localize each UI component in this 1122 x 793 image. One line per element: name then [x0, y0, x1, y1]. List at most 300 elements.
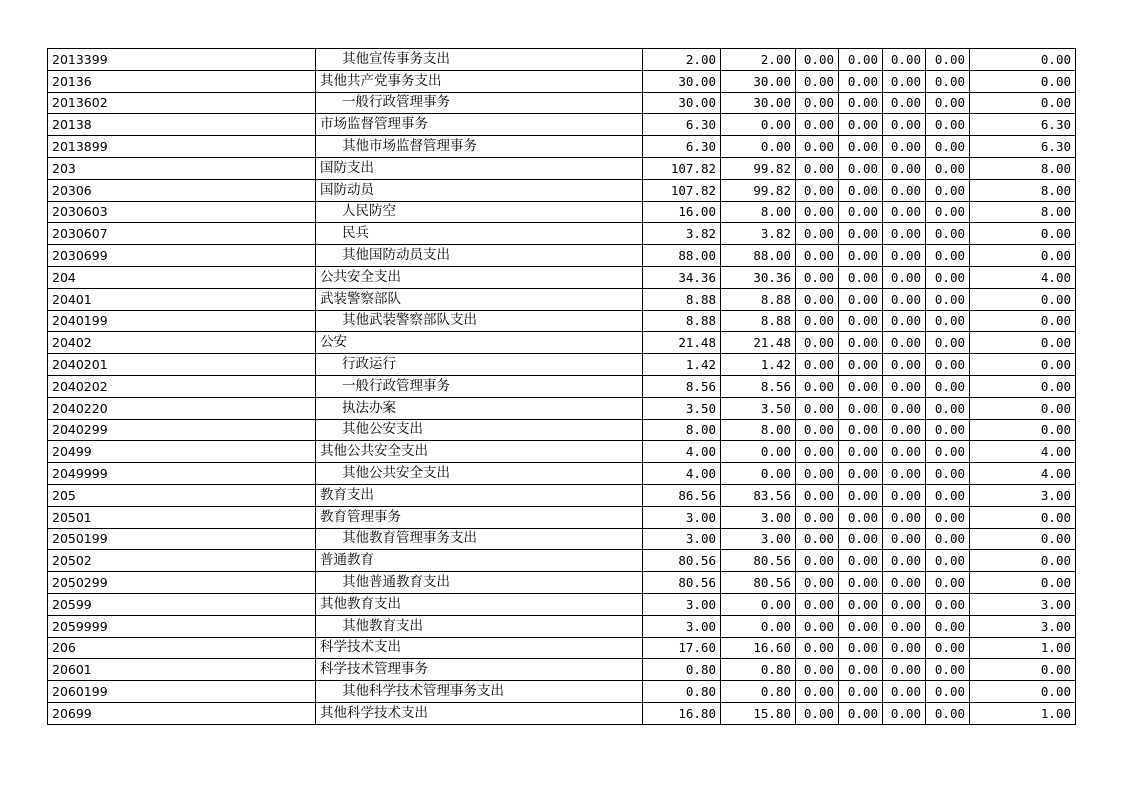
amount-cell: 3.82 — [721, 223, 796, 245]
subject-code-cell: 2013399 — [48, 49, 316, 71]
amount-cell: 2.00 — [643, 49, 721, 71]
table-row — [48, 528, 1076, 550]
amount-cell: 0.00 — [926, 572, 970, 594]
amount-cell: 0.00 — [970, 92, 1076, 114]
amount-cell: 0.00 — [839, 572, 883, 594]
amount-cell: 0.00 — [926, 266, 970, 288]
amount-cell: 0.00 — [970, 681, 1076, 703]
amount-cell: 0.00 — [839, 136, 883, 158]
amount-cell: 0.00 — [970, 223, 1076, 245]
amount-cell: 0.00 — [970, 310, 1076, 332]
amount-cell: 8.00 — [970, 157, 1076, 179]
subject-code-cell: 2050199 — [48, 528, 316, 550]
amount-cell: 0.00 — [883, 550, 926, 572]
amount-cell: 0.00 — [926, 310, 970, 332]
subject-code-cell: 2040220 — [48, 397, 316, 419]
amount-cell: 0.00 — [796, 441, 839, 463]
amount-cell: 0.00 — [839, 659, 883, 681]
subject-name-cell: 行政运行 — [316, 354, 643, 376]
amount-cell: 16.00 — [643, 201, 721, 223]
table-row — [48, 375, 1076, 397]
amount-cell: 0.00 — [796, 223, 839, 245]
amount-cell: 0.00 — [839, 463, 883, 485]
table-row — [48, 681, 1076, 703]
amount-cell: 8.88 — [721, 310, 796, 332]
amount-cell: 2.00 — [721, 49, 796, 71]
amount-cell: 0.00 — [839, 92, 883, 114]
amount-cell: 0.00 — [926, 223, 970, 245]
amount-cell: 30.00 — [643, 92, 721, 114]
amount-cell: 0.00 — [839, 201, 883, 223]
amount-cell: 0.00 — [796, 70, 839, 92]
amount-cell: 21.48 — [721, 332, 796, 354]
amount-cell: 0.00 — [883, 506, 926, 528]
amount-cell: 0.00 — [970, 528, 1076, 550]
amount-cell: 0.00 — [796, 114, 839, 136]
amount-cell: 0.00 — [883, 223, 926, 245]
amount-cell: 99.82 — [721, 157, 796, 179]
subject-name-cell: 国防支出 — [316, 157, 643, 179]
subject-code-cell: 20502 — [48, 550, 316, 572]
subject-name-cell: 其他武装警察部队支出 — [316, 310, 643, 332]
amount-cell: 0.00 — [926, 201, 970, 223]
amount-cell: 8.56 — [721, 375, 796, 397]
amount-cell: 0.00 — [970, 49, 1076, 71]
amount-cell: 0.00 — [839, 441, 883, 463]
amount-cell: 0.00 — [883, 441, 926, 463]
amount-cell: 4.00 — [643, 463, 721, 485]
amount-cell: 0.00 — [970, 659, 1076, 681]
amount-cell: 0.00 — [796, 550, 839, 572]
amount-cell: 0.00 — [883, 92, 926, 114]
subject-code-cell: 2013899 — [48, 136, 316, 158]
subject-name-cell: 武装警察部队 — [316, 288, 643, 310]
amount-cell: 99.82 — [721, 179, 796, 201]
amount-cell: 34.36 — [643, 266, 721, 288]
amount-cell: 0.00 — [796, 179, 839, 201]
amount-cell: 6.30 — [643, 114, 721, 136]
subject-name-cell: 教育支出 — [316, 484, 643, 506]
amount-cell: 88.00 — [643, 245, 721, 267]
subject-code-cell: 2040199 — [48, 310, 316, 332]
table-row — [48, 288, 1076, 310]
amount-cell: 0.00 — [883, 114, 926, 136]
amount-cell: 107.82 — [643, 179, 721, 201]
table-row — [48, 572, 1076, 594]
table-row — [48, 332, 1076, 354]
amount-cell: 0.00 — [796, 484, 839, 506]
amount-cell: 0.00 — [883, 484, 926, 506]
amount-cell: 0.00 — [796, 615, 839, 637]
subject-code-cell: 2030699 — [48, 245, 316, 267]
amount-cell: 0.00 — [926, 92, 970, 114]
amount-cell: 6.30 — [643, 136, 721, 158]
subject-code-cell: 20138 — [48, 114, 316, 136]
subject-name-cell: 其他教育支出 — [316, 615, 643, 637]
amount-cell: 0.00 — [883, 288, 926, 310]
amount-cell: 0.00 — [839, 419, 883, 441]
amount-cell: 0.00 — [926, 157, 970, 179]
amount-cell: 0.00 — [883, 419, 926, 441]
amount-cell: 0.00 — [839, 397, 883, 419]
amount-cell: 3.82 — [643, 223, 721, 245]
amount-cell: 0.00 — [883, 375, 926, 397]
subject-name-cell: 其他共产党事务支出 — [316, 70, 643, 92]
table-row — [48, 49, 1076, 71]
amount-cell: 0.00 — [926, 637, 970, 659]
amount-cell: 0.00 — [926, 484, 970, 506]
subject-name-cell: 其他宣传事务支出 — [316, 49, 643, 71]
table-row — [48, 201, 1076, 223]
subject-code-cell: 20306 — [48, 179, 316, 201]
amount-cell: 0.00 — [926, 593, 970, 615]
subject-code-cell: 2060199 — [48, 681, 316, 703]
amount-cell: 0.00 — [721, 114, 796, 136]
subject-name-cell: 科学技术管理事务 — [316, 659, 643, 681]
amount-cell: 0.00 — [926, 615, 970, 637]
amount-cell: 0.00 — [926, 681, 970, 703]
amount-cell: 3.50 — [643, 397, 721, 419]
amount-cell: 0.00 — [926, 179, 970, 201]
amount-cell: 8.88 — [721, 288, 796, 310]
amount-cell: 8.88 — [643, 310, 721, 332]
amount-cell: 0.00 — [926, 702, 970, 724]
amount-cell: 0.00 — [839, 332, 883, 354]
amount-cell: 0.80 — [643, 659, 721, 681]
amount-cell: 0.80 — [721, 681, 796, 703]
subject-name-cell: 普通教育 — [316, 550, 643, 572]
subject-code-cell: 20501 — [48, 506, 316, 528]
subject-code-cell: 20136 — [48, 70, 316, 92]
amount-cell: 0.00 — [970, 288, 1076, 310]
table-row — [48, 179, 1076, 201]
amount-cell: 0.00 — [970, 572, 1076, 594]
amount-cell: 0.00 — [883, 49, 926, 71]
amount-cell: 4.00 — [970, 441, 1076, 463]
amount-cell: 0.00 — [839, 484, 883, 506]
amount-cell: 0.00 — [926, 114, 970, 136]
subject-name-cell: 其他公共安全支出 — [316, 441, 643, 463]
table-row — [48, 223, 1076, 245]
amount-cell: 0.00 — [796, 681, 839, 703]
table-row — [48, 659, 1076, 681]
amount-cell: 0.00 — [796, 702, 839, 724]
amount-cell: 0.00 — [883, 70, 926, 92]
amount-cell: 0.00 — [796, 49, 839, 71]
amount-cell: 0.00 — [796, 310, 839, 332]
subject-code-cell: 205 — [48, 484, 316, 506]
amount-cell: 0.00 — [883, 310, 926, 332]
table-row — [48, 593, 1076, 615]
amount-cell: 0.00 — [796, 157, 839, 179]
subject-name-cell: 民兵 — [316, 223, 643, 245]
amount-cell: 0.00 — [796, 136, 839, 158]
subject-code-cell: 206 — [48, 637, 316, 659]
amount-cell: 17.60 — [643, 637, 721, 659]
subject-code-cell: 2059999 — [48, 615, 316, 637]
amount-cell: 1.42 — [643, 354, 721, 376]
amount-cell: 0.00 — [796, 419, 839, 441]
subject-code-cell: 2030603 — [48, 201, 316, 223]
amount-cell: 0.00 — [883, 201, 926, 223]
subject-code-cell: 20699 — [48, 702, 316, 724]
amount-cell: 0.00 — [970, 245, 1076, 267]
amount-cell: 0.00 — [721, 463, 796, 485]
amount-cell: 0.00 — [796, 506, 839, 528]
table-row — [48, 157, 1076, 179]
subject-name-cell: 科学技术支出 — [316, 637, 643, 659]
amount-cell: 0.00 — [926, 506, 970, 528]
amount-cell: 6.30 — [970, 114, 1076, 136]
subject-name-cell: 其他公共安全支出 — [316, 463, 643, 485]
amount-cell: 88.00 — [721, 245, 796, 267]
table-row — [48, 70, 1076, 92]
amount-cell: 0.00 — [926, 441, 970, 463]
amount-cell: 0.00 — [721, 593, 796, 615]
amount-cell: 0.00 — [883, 157, 926, 179]
amount-cell: 0.00 — [796, 572, 839, 594]
amount-cell: 1.42 — [721, 354, 796, 376]
amount-cell: 0.00 — [796, 354, 839, 376]
amount-cell: 0.00 — [926, 136, 970, 158]
amount-cell: 8.00 — [643, 419, 721, 441]
amount-cell: 0.00 — [883, 615, 926, 637]
subject-name-cell: 其他国防动员支出 — [316, 245, 643, 267]
table-row — [48, 354, 1076, 376]
subject-code-cell: 2040201 — [48, 354, 316, 376]
amount-cell: 0.00 — [839, 375, 883, 397]
subject-name-cell: 一般行政管理事务 — [316, 92, 643, 114]
amount-cell: 0.00 — [796, 637, 839, 659]
amount-cell: 80.56 — [721, 572, 796, 594]
amount-cell: 0.00 — [970, 506, 1076, 528]
amount-cell: 83.56 — [721, 484, 796, 506]
amount-cell: 0.00 — [926, 70, 970, 92]
amount-cell: 0.00 — [796, 463, 839, 485]
subject-name-cell: 其他教育管理事务支出 — [316, 528, 643, 550]
amount-cell: 0.00 — [796, 201, 839, 223]
amount-cell: 30.36 — [721, 266, 796, 288]
amount-cell: 0.00 — [970, 332, 1076, 354]
table-row — [48, 419, 1076, 441]
subject-code-cell: 203 — [48, 157, 316, 179]
amount-cell: 0.00 — [883, 637, 926, 659]
amount-cell: 0.00 — [883, 397, 926, 419]
amount-cell: 3.00 — [643, 593, 721, 615]
amount-cell: 3.00 — [721, 506, 796, 528]
amount-cell: 3.00 — [643, 506, 721, 528]
amount-cell: 0.00 — [796, 266, 839, 288]
amount-cell: 0.00 — [883, 266, 926, 288]
amount-cell: 0.00 — [796, 288, 839, 310]
amount-cell: 0.00 — [970, 550, 1076, 572]
table-row — [48, 397, 1076, 419]
table-row — [48, 702, 1076, 724]
subject-name-cell: 国防动员 — [316, 179, 643, 201]
amount-cell: 0.00 — [926, 659, 970, 681]
subject-name-cell: 其他科学技术支出 — [316, 702, 643, 724]
amount-cell: 0.00 — [839, 49, 883, 71]
amount-cell: 8.00 — [970, 179, 1076, 201]
subject-code-cell: 20599 — [48, 593, 316, 615]
amount-cell: 30.00 — [721, 92, 796, 114]
amount-cell: 0.00 — [926, 354, 970, 376]
amount-cell: 0.00 — [721, 441, 796, 463]
subject-name-cell: 教育管理事务 — [316, 506, 643, 528]
subject-code-cell: 2040299 — [48, 419, 316, 441]
table-row — [48, 615, 1076, 637]
amount-cell: 16.60 — [721, 637, 796, 659]
amount-cell: 0.00 — [839, 702, 883, 724]
amount-cell: 0.00 — [839, 245, 883, 267]
amount-cell: 15.80 — [721, 702, 796, 724]
amount-cell: 0.00 — [883, 463, 926, 485]
amount-cell: 0.00 — [796, 593, 839, 615]
subject-code-cell: 2030607 — [48, 223, 316, 245]
amount-cell: 0.00 — [883, 659, 926, 681]
amount-cell: 30.00 — [721, 70, 796, 92]
subject-name-cell: 一般行政管理事务 — [316, 375, 643, 397]
table-row — [48, 266, 1076, 288]
amount-cell: 0.00 — [883, 179, 926, 201]
subject-code-cell: 204 — [48, 266, 316, 288]
amount-cell: 4.00 — [970, 463, 1076, 485]
amount-cell: 0.00 — [926, 375, 970, 397]
amount-cell: 0.00 — [883, 593, 926, 615]
amount-cell: 3.00 — [721, 528, 796, 550]
amount-cell: 0.00 — [796, 332, 839, 354]
amount-cell: 0.00 — [839, 179, 883, 201]
subject-code-cell: 20401 — [48, 288, 316, 310]
amount-cell: 0.00 — [926, 332, 970, 354]
subject-code-cell: 2013602 — [48, 92, 316, 114]
budget-table-body — [48, 49, 1076, 725]
amount-cell: 0.00 — [883, 528, 926, 550]
subject-name-cell: 其他科学技术管理事务支出 — [316, 681, 643, 703]
subject-name-cell: 其他教育支出 — [316, 593, 643, 615]
amount-cell: 0.00 — [926, 528, 970, 550]
amount-cell: 80.56 — [643, 550, 721, 572]
amount-cell: 0.00 — [839, 288, 883, 310]
amount-cell: 16.80 — [643, 702, 721, 724]
amount-cell: 0.00 — [839, 615, 883, 637]
amount-cell: 4.00 — [970, 266, 1076, 288]
amount-cell: 0.80 — [643, 681, 721, 703]
subject-code-cell: 2049999 — [48, 463, 316, 485]
table-row — [48, 637, 1076, 659]
amount-cell: 0.00 — [796, 92, 839, 114]
amount-cell: 0.00 — [883, 245, 926, 267]
table-row — [48, 92, 1076, 114]
amount-cell: 1.00 — [970, 702, 1076, 724]
amount-cell: 80.56 — [643, 572, 721, 594]
amount-cell: 0.00 — [839, 223, 883, 245]
amount-cell: 0.00 — [839, 157, 883, 179]
table-row — [48, 136, 1076, 158]
amount-cell: 0.00 — [796, 528, 839, 550]
amount-cell: 0.80 — [721, 659, 796, 681]
table-row — [48, 245, 1076, 267]
amount-cell: 8.00 — [970, 201, 1076, 223]
amount-cell: 0.00 — [839, 310, 883, 332]
amount-cell: 8.56 — [643, 375, 721, 397]
subject-code-cell: 2040202 — [48, 375, 316, 397]
table-row — [48, 310, 1076, 332]
table-row — [48, 441, 1076, 463]
subject-code-cell: 2050299 — [48, 572, 316, 594]
amount-cell: 0.00 — [839, 681, 883, 703]
amount-cell: 0.00 — [883, 136, 926, 158]
table-row — [48, 484, 1076, 506]
amount-cell: 0.00 — [796, 375, 839, 397]
amount-cell: 0.00 — [970, 419, 1076, 441]
amount-cell: 107.82 — [643, 157, 721, 179]
table-row — [48, 550, 1076, 572]
amount-cell: 1.00 — [970, 637, 1076, 659]
amount-cell: 3.00 — [970, 593, 1076, 615]
amount-cell: 0.00 — [883, 702, 926, 724]
amount-cell: 6.30 — [970, 136, 1076, 158]
subject-name-cell: 其他普通教育支出 — [316, 572, 643, 594]
amount-cell: 8.88 — [643, 288, 721, 310]
amount-cell: 0.00 — [839, 506, 883, 528]
amount-cell: 0.00 — [883, 354, 926, 376]
subject-name-cell: 其他公安支出 — [316, 419, 643, 441]
amount-cell: 0.00 — [839, 266, 883, 288]
amount-cell: 0.00 — [970, 375, 1076, 397]
subject-name-cell: 其他市场监督管理事务 — [316, 136, 643, 158]
subject-code-cell: 20601 — [48, 659, 316, 681]
amount-cell: 3.00 — [643, 615, 721, 637]
amount-cell: 4.00 — [643, 441, 721, 463]
amount-cell: 0.00 — [883, 681, 926, 703]
subject-name-cell: 市场监督管理事务 — [316, 114, 643, 136]
amount-cell: 0.00 — [839, 114, 883, 136]
amount-cell: 3.00 — [643, 528, 721, 550]
amount-cell: 0.00 — [839, 637, 883, 659]
amount-cell: 0.00 — [926, 288, 970, 310]
amount-cell: 30.00 — [643, 70, 721, 92]
amount-cell: 0.00 — [883, 572, 926, 594]
amount-cell: 0.00 — [970, 354, 1076, 376]
amount-cell: 21.48 — [643, 332, 721, 354]
budget-table — [47, 48, 1076, 725]
amount-cell: 0.00 — [721, 136, 796, 158]
subject-code-cell: 20402 — [48, 332, 316, 354]
amount-cell: 0.00 — [796, 397, 839, 419]
amount-cell: 0.00 — [970, 70, 1076, 92]
table-row — [48, 506, 1076, 528]
subject-name-cell: 人民防空 — [316, 201, 643, 223]
amount-cell: 3.00 — [970, 615, 1076, 637]
amount-cell: 0.00 — [839, 550, 883, 572]
amount-cell: 0.00 — [926, 419, 970, 441]
subject-code-cell: 20499 — [48, 441, 316, 463]
amount-cell: 0.00 — [926, 49, 970, 71]
amount-cell: 0.00 — [839, 70, 883, 92]
amount-cell: 3.50 — [721, 397, 796, 419]
amount-cell: 0.00 — [839, 593, 883, 615]
amount-cell: 80.56 — [721, 550, 796, 572]
amount-cell: 8.00 — [721, 419, 796, 441]
amount-cell: 0.00 — [796, 245, 839, 267]
table-row — [48, 463, 1076, 485]
amount-cell: 0.00 — [926, 245, 970, 267]
amount-cell: 0.00 — [796, 659, 839, 681]
amount-cell: 0.00 — [839, 354, 883, 376]
subject-name-cell: 公安 — [316, 332, 643, 354]
amount-cell: 0.00 — [926, 397, 970, 419]
